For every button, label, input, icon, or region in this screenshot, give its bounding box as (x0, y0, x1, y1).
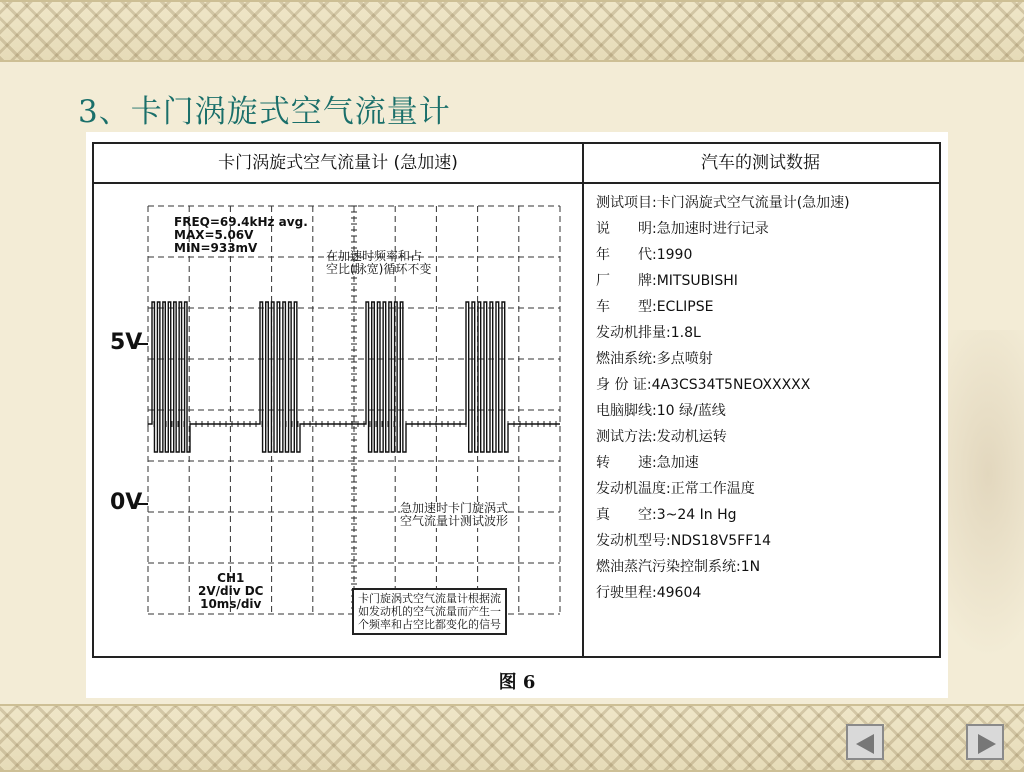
note-top (326, 250, 431, 276)
test-data-item: 发动机型号:NDS18V5FF14 (596, 533, 772, 549)
test-data-item: 燃油系统:多点喷射 (596, 351, 713, 367)
note-mid (400, 502, 508, 528)
scope-readout (174, 216, 308, 255)
channel-timebase: 10ms/div (200, 597, 262, 611)
test-data-item: 身 份 证:4A3CS34T5NEOXXXXX (596, 377, 811, 393)
next-slide-button[interactable] (966, 724, 1004, 760)
previous-slide-button[interactable] (846, 724, 884, 760)
test-data-item: 燃油蒸汽污染控制系统:1N (596, 559, 761, 575)
test-data-item: 发动机排量:1.8L (596, 325, 701, 341)
test-data-item: 车 型:ECLIPSE (596, 299, 714, 315)
triangle-right-icon (978, 734, 996, 754)
column-divider (582, 182, 584, 656)
label-5v: 5V (110, 330, 143, 355)
figure-frame (92, 142, 941, 658)
triangle-left-icon (856, 734, 874, 754)
note-top-line: 空比(脉宽)循环不变 (326, 262, 432, 276)
readout-min: MIN=933mV (174, 241, 258, 255)
test-data-list (596, 190, 936, 606)
note-bottom-line: 个频率和占空比都变化的信号 (358, 618, 501, 631)
top-decorative-border (0, 0, 1024, 62)
test-data-item: 厂 牌:MITSUBISHI (596, 273, 738, 289)
note-mid-line: 急加速时卡门旋涡式 (400, 501, 509, 515)
slide-title: 3、卡门涡旋式空气流量计 (78, 94, 451, 130)
test-data-item: 电脑脚线:10 绿/蓝线 (596, 403, 726, 419)
readout-max: MAX=5.06V (174, 228, 254, 242)
label-0v: 0V (110, 490, 143, 515)
test-data-item: 转 速:急加速 (596, 455, 699, 471)
test-data-item: 说 明:急加速时进行记录 (596, 221, 769, 237)
test-data-item: 发动机温度:正常工作温度 (596, 481, 755, 497)
test-data-item: 行驶里程:49604 (596, 585, 702, 601)
note-top-line: 在加速时频率和占 (326, 249, 423, 263)
note-bottom-line: 如发动机的空气流量而产生一 (358, 605, 501, 618)
test-data-header: 汽车的测试数据 (582, 144, 939, 184)
figure-caption: 图 6 (498, 672, 536, 693)
readout-freq: FREQ=69.4kHz avg. (174, 215, 308, 229)
figure-image (86, 132, 948, 698)
test-data-item: 真 空:3~24 In Hg (596, 507, 737, 523)
test-data-item: 测试项目:卡门涡旋式空气流量计(急加速) (596, 195, 850, 211)
channel-info (198, 572, 264, 611)
channel-scale: 2V/div DC (198, 584, 264, 598)
note-bottom (352, 588, 507, 635)
channel-name: CH1 (217, 571, 245, 585)
oscilloscope-panel (94, 184, 582, 658)
note-bottom-line: 卡门旋涡式空气流量计根据流 (358, 592, 501, 605)
test-data-item: 年 代:1990 (596, 247, 693, 263)
scope-header: 卡门涡旋式空气流量计 (急加速) (94, 144, 584, 184)
note-mid-line: 空气流量计测试波形 (400, 514, 509, 528)
test-data-item: 测试方法:发动机运转 (596, 429, 727, 445)
